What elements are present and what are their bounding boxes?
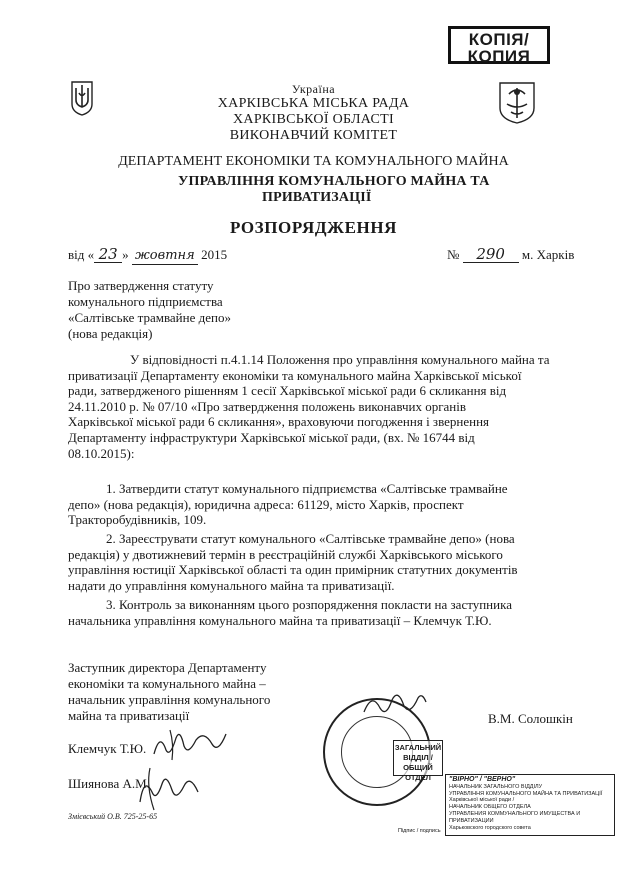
preamble-line: У відповідності п.4.1.14 Положення про управління комунального майна та xyxy=(130,352,550,367)
preamble-line: 24.11.2010 р. № 07/10 «Про затвердження положень виконавчих органів xyxy=(68,398,467,414)
copy-stamp-line2: КОПИЯ xyxy=(467,47,531,66)
signatory-position-line: начальник управління комунального xyxy=(68,692,271,707)
subject-line: (нова редакція) xyxy=(68,326,153,341)
executor-note: Змієвський О.В. 725-25-65 xyxy=(68,812,158,821)
date-prefix: від « xyxy=(68,247,95,262)
approver-signature-icon xyxy=(150,724,230,764)
department-name: ДЕПАРТАМЕНТ ЕКОНОМІКИ ТА КОМУНАЛЬНОГО МАЙНА xyxy=(118,154,509,169)
approver-signature-icon xyxy=(134,762,204,814)
signatory-position-line: економіки та комунального майна – xyxy=(68,676,266,691)
order-item-line: надати до управління комунального майна та приватизації. xyxy=(68,577,395,593)
signatory-name: В.М. Солошкін xyxy=(488,711,573,726)
date-year: 2015 xyxy=(201,247,228,262)
order-item-3 xyxy=(68,597,578,628)
verno-line: Харьковского городского совета xyxy=(449,824,531,831)
verno-line: НАЧАЛЬНИК ОБЩЕГО ОТДЕЛА xyxy=(449,804,531,811)
signature-label: Підпис / подпись xyxy=(398,828,441,834)
approver-name: Клемчук Т.Ю. xyxy=(68,741,147,756)
administration-name-line2: ПРИВАТИЗАЦІЇ xyxy=(262,190,372,205)
verno-line: УПРАВЛІННЯ КОМУНАЛЬНОГО МАЙНА ТА ПРИВАТИЗАЦІЇ xyxy=(449,790,603,797)
subject-line: Про затвердження статуту xyxy=(68,278,214,293)
subject-block xyxy=(68,278,328,342)
order-item-2 xyxy=(68,531,578,593)
city-name: м. Харків xyxy=(521,247,575,262)
country-name: Україна xyxy=(291,82,336,96)
verno-line: УПРАВЛЕНИЯ КОММУНАЛЬНОГО ИМУЩЕСТВА И ПРИВАТИЗАЦИИ xyxy=(449,810,581,824)
order-item-line: Тракторобудівників, 109. xyxy=(68,512,207,528)
executive-committee-name: ВИКОНАВЧИЙ КОМІТЕТ xyxy=(229,128,398,143)
certified-copy-stamp xyxy=(445,774,615,836)
copy-stamp-line1: КОПІЯ/ xyxy=(468,30,530,49)
subject-line: «Салтівське трамвайне депо» xyxy=(68,310,231,325)
date-month: жовтня xyxy=(132,248,198,265)
date-line xyxy=(68,246,288,265)
number-line xyxy=(447,246,617,263)
date-day: 23 xyxy=(94,246,122,263)
signatory-position-line: Заступник директора Департаменту xyxy=(68,660,267,675)
document-number: 290 xyxy=(463,246,519,263)
copy-stamp xyxy=(448,26,550,64)
oblast-name: ХАРКІВСЬКОЇ ОБЛАСТІ xyxy=(233,112,394,127)
general-dept-line: ЗАГАЛЬНИЙ xyxy=(394,743,442,752)
verno-line: НАЧАЛЬНИК ЗАГАЛЬНОГО ВІДДІЛУ xyxy=(449,783,543,790)
preamble xyxy=(68,352,578,461)
subject-line: комунального підприємства xyxy=(68,294,223,309)
order-item-line: 3. Контроль за виконанням цього розпорядження покласти на заступника xyxy=(106,597,512,612)
preamble-line: ради, затвердженого рішенням 1 сесії Харківської міської ради 6 скликання від xyxy=(68,383,507,399)
approver-name: Шиянова А.М. xyxy=(68,776,150,791)
verno-title: "ВІРНО" / "ВЕРНО" xyxy=(449,776,516,783)
preamble-line: Харківської міської ради 6 скликання», враховуючи погодження і звернення xyxy=(68,414,490,430)
order-item-line: 2. Зареєструвати статут комунального «Салтівське трамвайне депо» (нова xyxy=(106,531,515,546)
order-item-line: редакція) у двотижневий термін в реєстраційній службі Харківського міського xyxy=(68,546,503,562)
signatory-position xyxy=(68,660,328,724)
director-signature-icon xyxy=(360,690,430,720)
preamble-line: Департаменту інфраструктури Харківської міської ради, (вх. № 16744 від xyxy=(68,429,475,445)
date-mid: » xyxy=(122,247,129,262)
order-item-line: начальника управління комунального майна та приватизації – Клемчук Т.Ю. xyxy=(68,612,492,628)
number-prefix: № xyxy=(447,247,460,262)
verno-line: Харківської міської ради / xyxy=(449,797,515,804)
signatory-position-line: майна та приватизації xyxy=(68,708,190,723)
city-council-name: ХАРКІВСЬКА МІСЬКА РАДА xyxy=(217,96,410,111)
general-dept-line: ОБЩИЙ ОТДЕЛ xyxy=(403,763,433,782)
order-item-1 xyxy=(68,481,578,528)
general-department-stamp xyxy=(393,740,443,782)
document-title: РОЗПОРЯДЖЕННЯ xyxy=(229,218,398,237)
general-dept-line: ВІДДІЛ / xyxy=(403,753,433,762)
order-item-line: управління юстиції Харківської області та один примірник статутних документів xyxy=(68,562,518,578)
order-item-line: 1. Затвердити статут комунального підприємства «Салтівське трамвайне xyxy=(106,481,508,496)
administration-name-line1: УПРАВЛІННЯ КОМУНАЛЬНОГО МАЙНА ТА xyxy=(178,174,490,189)
preamble-line: приватизації Департаменту економіки та комунального майна Харківської міської xyxy=(68,367,522,383)
preamble-line: 08.10.2015): xyxy=(68,445,135,461)
order-item-line: депо» (нова редакція), юридична адреса: 61129, місто Харків, проспект xyxy=(68,496,464,512)
